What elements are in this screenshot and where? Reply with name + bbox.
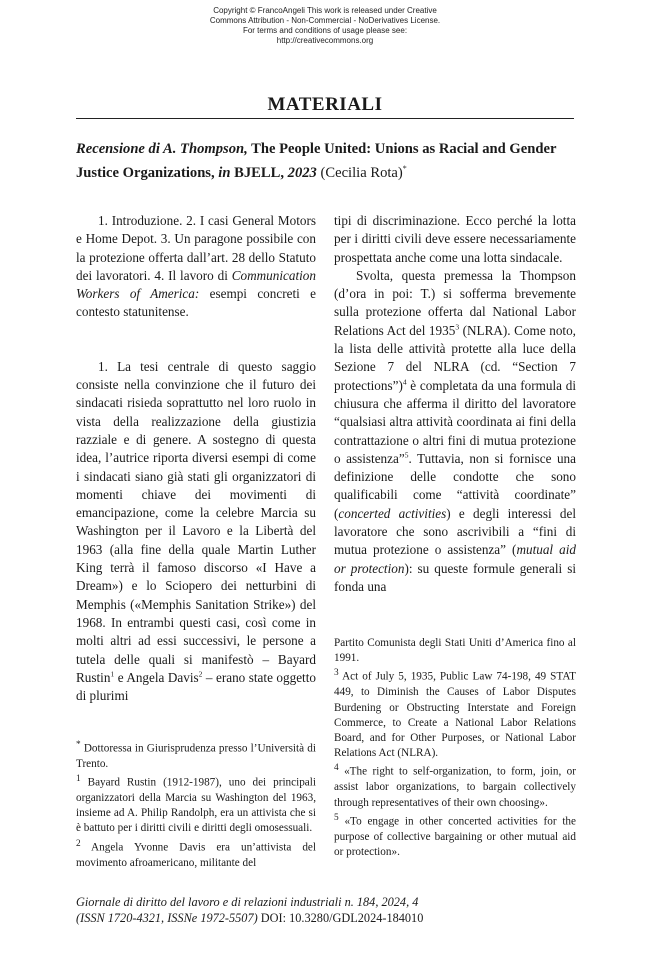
author-footnote-mark: * [402, 164, 407, 173]
footnote-2 [76, 837, 316, 871]
footnote-4 [334, 761, 576, 810]
footnote-text: «To engage in other concerted activities for the purpose of collective bargaining or other mutual aid or protection». [334, 815, 576, 858]
footnote-mark: 4 [334, 763, 339, 774]
article-author: (Cecilia Rota) [316, 164, 403, 181]
copyright-line: Copyright © FrancoAngeli This work is released under Creative [213, 6, 437, 15]
heading-year: 2023 [284, 164, 317, 181]
footnote-ref: 5 [404, 450, 409, 460]
paragraph-text: e Angela Davis [114, 669, 199, 685]
footnote-text: Bayard Rustin (1912-1987), uno dei principali organizzatori della Marcia su Washington del 1963, insieme ad A. Philip Randolph, era un attivista che si è battuto per i diritti civili e diritti degli omosessuali. [76, 776, 316, 835]
issn-doi-line [76, 910, 576, 926]
footnote-mark: 3 [334, 668, 339, 679]
article-heading [76, 140, 576, 183]
journal-citation: Giornale di diritto del lavoro e di relazioni industriali n. 184, 2024, 4 [76, 895, 419, 909]
footnote-ref: 3 [455, 322, 460, 332]
book-title: The People United: Unions as Racial and Gender Justice Organizations, [76, 141, 557, 181]
footnotes-right [334, 636, 576, 860]
footnote-3 [334, 666, 576, 761]
paragraph-text: . Tuttavia, non si fornisce una definizione delle condotte che sono qualificabili come “attività coordinate” ( [334, 450, 576, 521]
paragraph-text: Svolta, questa premessa la Thompson (d’ora in poi: T.) si sofferma brevemente sulla protezione offerta dal National Labor Relations Act del 1935 [334, 267, 576, 338]
footnote-5 [334, 811, 576, 860]
left-column [76, 212, 316, 705]
footnote-2-continued: Partito Comunista degli Stati Uniti d’America fino al 1991. [334, 637, 576, 665]
copyright-line: For terms and conditions of usage please see: [242, 26, 408, 35]
footnote-ref: 2 [198, 669, 203, 679]
footnote-text: Angela Yvonne Davis era un’attivista del movimento afroamericano, militante del [76, 841, 316, 869]
heading-in: in [214, 164, 231, 181]
paragraph-text: è completata da una formula di chiusura che afferma il diritto del lavoratore “qualsiasi altra attività coordinata ai fini della contrattazione o altri fini di mutua protezione o assistenza” [334, 377, 576, 466]
body-paragraph-1 [76, 358, 316, 706]
footnote-1 [76, 772, 316, 837]
journal-name: BJELL, [230, 164, 284, 181]
footnote-ref: 4 [402, 377, 407, 387]
footnote-ref: 1 [110, 669, 115, 679]
heading-prefix: Recensione di A. Thompson, [76, 141, 248, 157]
paragraph-text: ): su queste formule generali si fonda una [334, 560, 576, 594]
issn: (ISSN 1720-4321, ISSNe 1972-5507) [76, 911, 258, 925]
page-footer [76, 894, 576, 926]
footnote-text: Act of July 5, 1935, Public Law 74-198, 49 STAT 449, to Diminish the Causes of Labor Disputes Burdening or Obstructing Interstate and Foreign Commerce, to Create a National Labor Relations Board, and for Other Purposes, or National Labor Relations Act (NLRA). [334, 671, 576, 760]
copyright-line: Commons Attribution - Non-Commercial - NoDerivatives License. [209, 16, 441, 25]
paragraph-text: 1. La tesi centrale di questo saggio consiste nella convinzione che il futuro dei sindacati risieda soprattutto nel loro ruolo in vista della realizzazione della giustizia razziale e di genere. A sostegno di questa idea, l’autrice riporta diversi esempi di come i sindacati siano già stati gli organizzatori di momenti chiave dei movimenti di emancipazione, come la celebre Marcia su Washington per il Lavoro e la Libertà del 1963 (alla fine della quale Martin Luther King terrà il famoso discorso «I Have a Dream») e lo Sciopero dei netturbini di Memphis («Memphis Sanitation Strike») del 1968. In entrambi questi casi, così come in molti altri ad essi successivi, le persone a tutela delle quali si manifestò – Bayard Rustin [76, 358, 316, 685]
paragraph-text: – erano state oggetto di plurimi [76, 669, 316, 704]
paragraph-text: ) e degli interessi del lavoratore che sono ascrivibili a “fini di mutua protezione o assistenza” ( [334, 505, 576, 558]
toc-text-end: esempi concreti e contesto statunitense. [76, 286, 316, 320]
section-title: MATERIALI [267, 94, 383, 115]
doi-link[interactable]: DOI: 10.3280/GDL2024-184010 [257, 911, 424, 925]
italic-term: concerted activities [338, 505, 447, 521]
section-divider [76, 118, 574, 119]
toc-text: 1. Introduzione. 2. I casi General Motors e Home Depot. 3. Un paragone possibile con la protezione offerta dall’art. 28 dello Statuto dei lavoratori. 4. Il lavoro di [76, 213, 316, 283]
table-of-contents [76, 212, 316, 322]
copyright-url[interactable]: http://creativecommons.org [276, 36, 374, 45]
right-column [334, 212, 576, 596]
toc-italic: Communication Workers of America: [76, 267, 316, 302]
copyright-notice [0, 6, 650, 46]
footnote-mark: 5 [334, 812, 339, 823]
spacer [76, 322, 316, 358]
footnote-text: «The right to self-organization, to form, join, or assist labor organizations, to bargain collectively through representatives of their own choosing». [334, 766, 576, 809]
paragraph-text: (NLRA). Come noto, la lista delle attività protette alla luce della Sezione 7 del NLRA (cd. “Section 7 protections”) [334, 322, 576, 393]
italic-term: mutual aid or protection [334, 542, 577, 576]
footnote-author [76, 738, 316, 772]
footnote-mark: 2 [76, 838, 81, 849]
footnote-mark: * [76, 740, 81, 750]
body-paragraph-continued: tipi di discriminazione. Ecco perché la lotta per i diritti civili deve essere necessariamente prospettata anche come una lotta sindacale. [334, 213, 576, 265]
footnote-mark: 1 [76, 774, 81, 785]
footnote-text: Dottoressa in Giurisprudenza presso l’Università di Trento. [76, 742, 316, 770]
body-paragraph-2 [334, 267, 576, 596]
footnotes-left [76, 738, 316, 871]
